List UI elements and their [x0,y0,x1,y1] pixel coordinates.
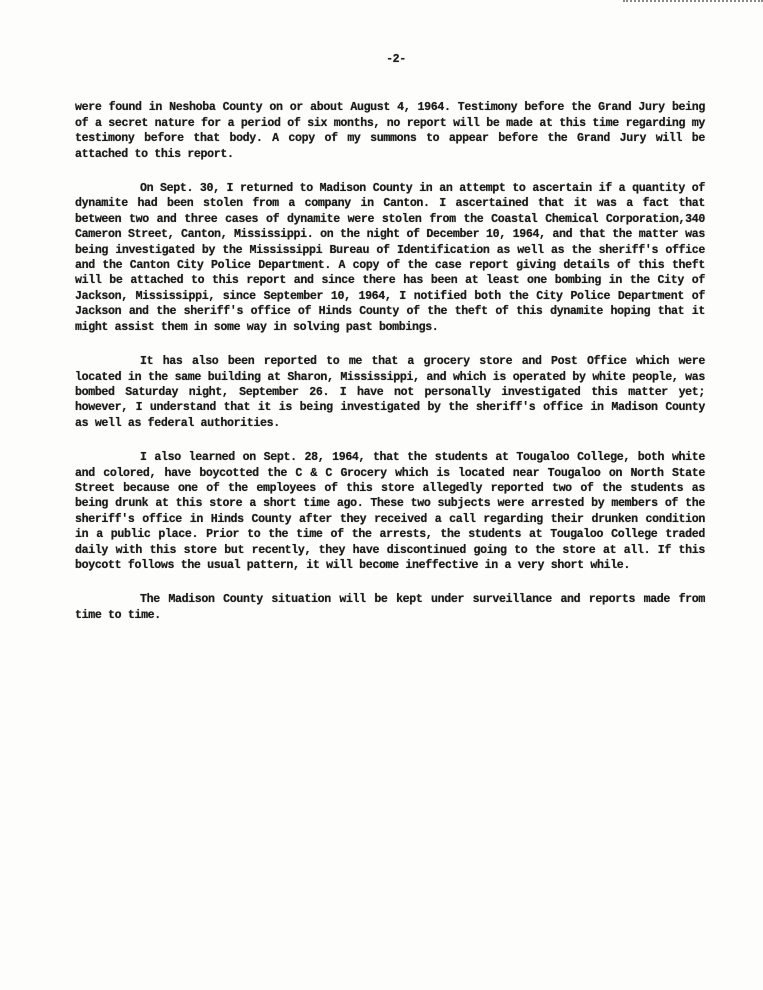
scan-edge-mark [623,0,763,6]
page-number: -2- [386,53,406,66]
document-body [75,52,712,642]
paragraph-grand-jury: were found in Neshoba County on or about August 4, 1964. Testimony before the Grand Jury being of a secret nature for a period of six months, no report will be made at this time regarding my testimony before that body. A copy of my summons to appear before the Grand Jury will be attached to this report. [75,101,712,161]
paragraph-tougaloo-boycott: I also learned on Sept. 28, 1964, that the students at Tougaloo College, both white and colored, have boycotted the C & C Grocery which is located near Tougaloo on North State Street because one of the employees of this store allegedly reported two of the students as being drunk at this store a short time ago. These two subjects were arrested by members of the sheriff's office in Hinds County after they received a call regarding their drunken condition in a public place. Prior to the time of the arrests, the students at Tougaloo College traded daily with this store but recently, they have discontinued going to the store at all. If this boycott follows the usual pattern, it will become ineffective in a very short while. [75,451,712,572]
paragraph-surveillance: The Madison County situation will be kept under surveillance and reports made from time to time. [75,593,712,622]
paragraph-dynamite-theft: On Sept. 30, I returned to Madison County in an attempt to ascertain if a quantity of dynamite had been stolen from a company in Canton. I ascertained that it was a fact that between two and three cases of dynamite were stolen from the Coastal Chemical Corporation,340 Cameron Street, Canton, Mississippi. on the night of December 10, 1964, and that the matter was being investigated by the Mississippi Bureau of Identification as well as the sheriff's office and the Canton City Police Department. A copy of the case report giving details of this theft will be attached to this report and since there has been at least one bombing in the City of Jackson, Mississippi, since September 10, 1964, I notified both the City Police Department of Jackson and the sheriff's office of Hinds County of the theft of this dynamite hoping that it might assist them in some way in solving past bombings. [75,182,712,334]
paragraph-sharon-bombing: It has also been reported to me that a grocery store and Post Office which were located in the same building at Sharon, Mississippi, and which is operated by white people, was bombed Saturday night, September 26. I have not personally investigated this matter yet; however, I understand that it is being investigated by the sheriff's office in Madison County as well as federal authorities. [75,355,712,430]
